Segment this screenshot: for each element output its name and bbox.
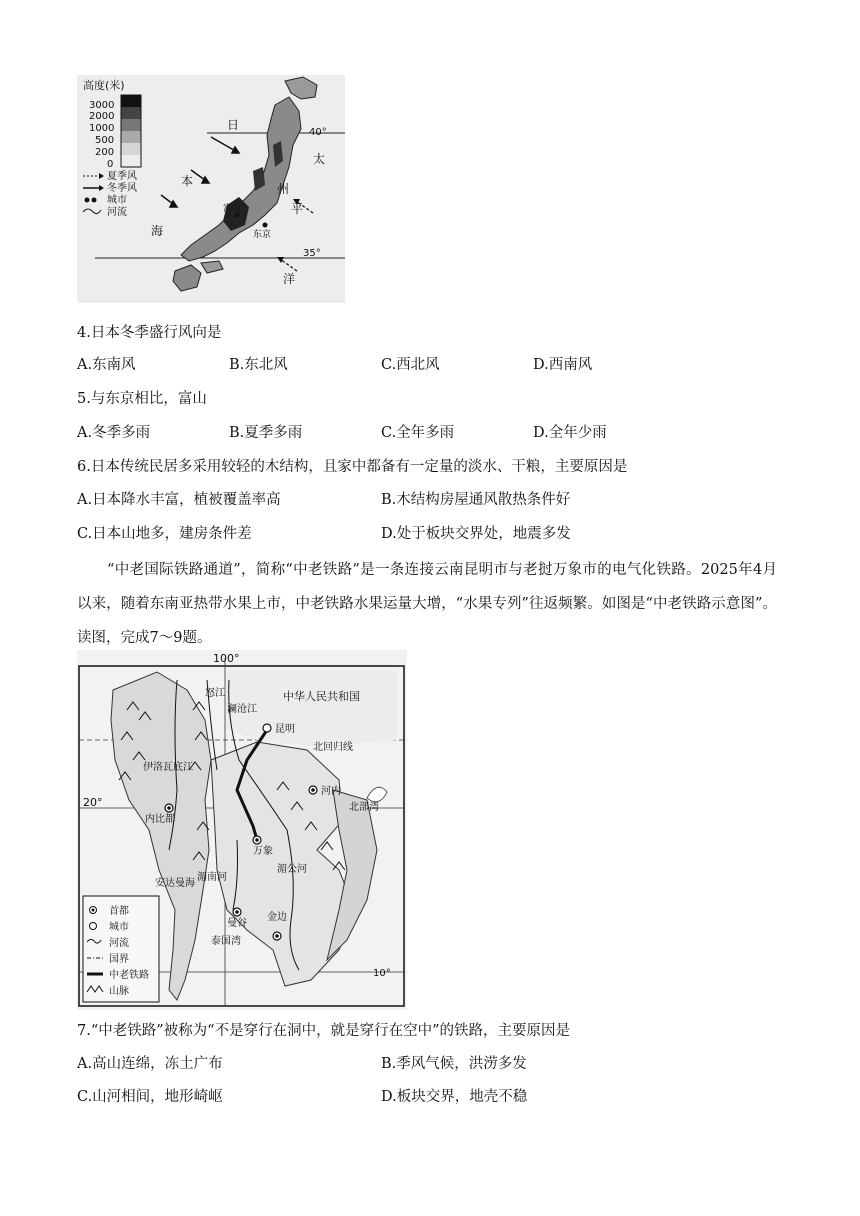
lat-20-label: 20° (83, 796, 103, 809)
lat-10-label: 10° (373, 968, 391, 979)
label-bangkok: 曼谷 (227, 918, 247, 929)
label-salween: 怒江 (205, 688, 225, 699)
label-andaman-sea: 安达曼海 (155, 878, 195, 889)
q7-option-d[interactable]: D.板块交界，地壳不稳 (381, 1089, 528, 1105)
label-honshu: 州 (277, 182, 290, 196)
q4-option-d[interactable]: D.西南风 (533, 357, 593, 373)
question-6-stem: 6.日本传统民居多采用较轻的木结构，且家中都备有一定量的淡水、干粮，主要原因是 (77, 459, 628, 475)
q5-option-a[interactable]: A.冬季多雨 (77, 425, 151, 441)
label-sea-ben: 本 (181, 174, 194, 188)
label-hanoi: 河内 (321, 786, 341, 797)
q6-option-c[interactable]: C.日本山地多，建房条件差 (77, 526, 252, 542)
legend-river: 河流 (109, 938, 129, 949)
q6-option-d[interactable]: D.处于板块交界处，地震多发 (381, 526, 571, 542)
label-phnom-penh: 金边 (267, 912, 287, 923)
q6-option-b[interactable]: B.木结构房屋通风散热条件好 (381, 492, 571, 508)
q7-option-a[interactable]: A.高山连绵，冻土广布 (77, 1056, 223, 1072)
q7-option-b[interactable]: B.季风气候，洪涝多发 (381, 1056, 527, 1072)
elev-tick-200: 200 (95, 147, 115, 158)
label-sea-hai: 海 (151, 224, 164, 238)
legend-winter-monsoon: 冬季风 (107, 183, 137, 194)
legend-city: 城市 (107, 195, 127, 206)
label-gulf-tonkin: 北部湾 (349, 802, 379, 813)
q4-option-c[interactable]: C.西北风 (381, 357, 440, 373)
label-tropic: 北回归线 (313, 742, 353, 753)
label-mekong: 湄公河 (277, 864, 307, 875)
label-prc: 中华人民共和国 (283, 690, 360, 703)
label-kunming: 昆明 (275, 724, 295, 735)
q5-option-b[interactable]: B.夏季多雨 (229, 425, 303, 441)
legend-mountains: 山脉 (109, 986, 129, 997)
q6-option-a[interactable]: A.日本降水丰富，植被覆盖率高 (77, 492, 281, 508)
lat-35-label: 35° (303, 248, 321, 259)
elev-tick-0: 0 (107, 159, 114, 170)
question-7-stem: 7.“中老铁路”被称为“不是穿行在洞中，就是穿行在空中”的铁路，主要原因是 (77, 1023, 570, 1039)
legend-city: 城市 (109, 922, 129, 933)
q5-option-c[interactable]: C.全年多雨 (381, 425, 455, 441)
label-gulf-thailand: 泰国湾 (211, 936, 241, 947)
label-irrawaddy: 伊洛瓦底江 (143, 762, 193, 773)
elev-tick-3000: 3000 (89, 100, 115, 111)
china-laos-railway-map (77, 650, 407, 1010)
legend-railway: 中老铁路 (109, 970, 149, 981)
passage-china-laos-railway: “中老国际铁路通道”，简称“中老铁路”是一条连接云南昆明市与老挝万象市的电气化铁路。2025年4月以来，随着东南亚热带水果上市，中老铁路水果运量大增，“水果专列”往返频繁。如图是“中老铁路示意图”。读图，完成7～9题。 (77, 562, 777, 646)
label-fuji: 富山 (223, 204, 242, 214)
lat-40-label: 40° (309, 127, 327, 138)
lon-100-label: 100° (213, 652, 240, 665)
q7-option-c[interactable]: C.山河相间，地形崎岖 (77, 1089, 223, 1105)
q4-option-b[interactable]: B.东北风 (229, 357, 288, 373)
elev-tick-500: 500 (95, 135, 115, 146)
legend-title: 高度(米) (83, 79, 125, 92)
elev-tick-1000: 1000 (89, 123, 115, 134)
label-menam: 湄南河 (197, 872, 227, 883)
label-sea-ri: 日 (227, 118, 240, 132)
label-ocean-ping: 平 (291, 202, 304, 216)
japan-map (77, 75, 345, 303)
legend-border: 国界 (109, 954, 129, 965)
label-vientiane: 万象 (253, 846, 273, 857)
question-5-stem: 5.与东京相比，富山 (77, 391, 207, 407)
legend-capital: 首都 (109, 906, 129, 917)
label-tokyo: 东京 (253, 230, 272, 240)
legend-summer-monsoon: 夏季风 (107, 171, 137, 182)
label-lancang: 澜沧江 (227, 704, 257, 715)
legend-river: 河流 (107, 207, 127, 218)
label-naypyidaw: 内比都 (145, 814, 175, 825)
label-ocean-tai: 太 (313, 152, 326, 166)
q4-option-a[interactable]: A.东南风 (77, 357, 136, 373)
question-4-stem: 4.日本冬季盛行风向是 (77, 325, 222, 341)
label-ocean-yang: 洋 (283, 272, 296, 286)
elev-tick-2000: 2000 (89, 111, 115, 122)
q5-option-d[interactable]: D.全年少雨 (533, 425, 607, 441)
